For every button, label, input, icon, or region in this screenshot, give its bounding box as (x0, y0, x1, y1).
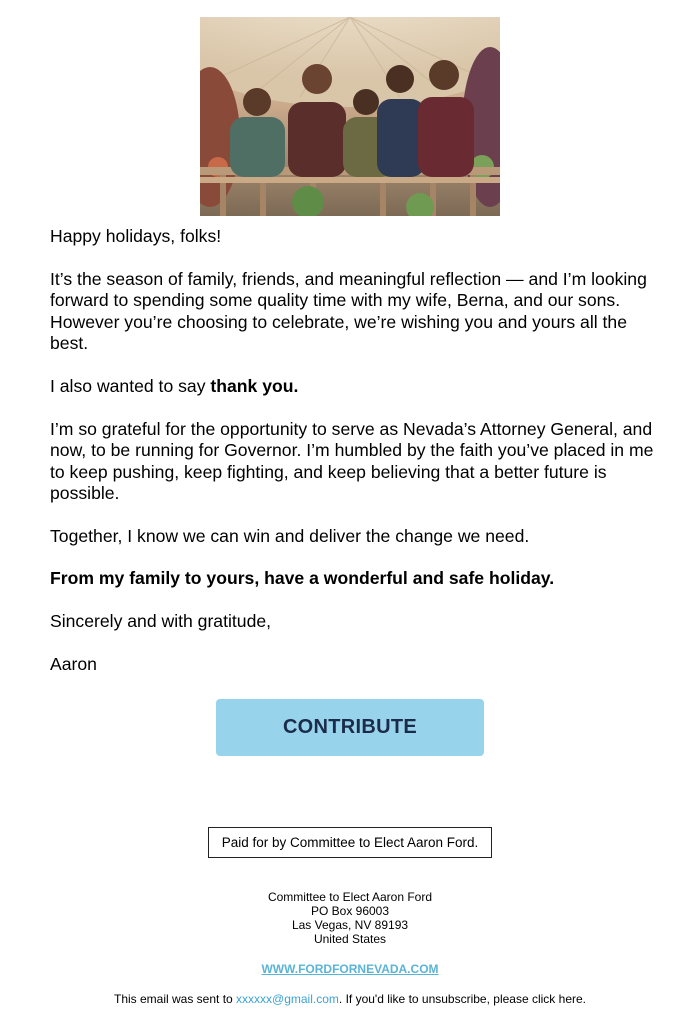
thank-you-prefix: I also wanted to say (50, 375, 211, 396)
letter-body (50, 226, 654, 697)
address-line-3: Las Vegas, NV 89193 (291, 918, 409, 932)
address-line-1: Committee to Elect Aaron Ford (267, 890, 433, 904)
website-link-container (0, 962, 700, 976)
paragraph-together: Together, I know we can win and deliver the change we need. (50, 525, 530, 546)
greeting: Happy holidays, folks! (50, 226, 222, 246)
footer-prefix: This email was sent to (113, 992, 237, 1006)
thank-you-bold: thank you. (210, 375, 299, 396)
footer-suffix[interactable]: . If you'd like to unsubscribe, please click here. (338, 992, 586, 1006)
hero-photo (200, 17, 500, 216)
paragraph-grateful: I’m so grateful for the opportunity to serve as Nevada’s Attorney General, and now, to be running for Governor. I’m humbled by the faith you’ve placed in me to keep pushing, keep fighting, and keep believing that a better future is possible. (50, 418, 654, 504)
address-line-2: PO Box 96003 (310, 904, 390, 918)
email-footer (0, 992, 700, 1006)
paragraph-family-wish (50, 568, 654, 590)
mailing-address (0, 890, 700, 946)
recipient-email[interactable]: xxxxxx@gmail.com (236, 992, 339, 1006)
contribute-button[interactable]: CONTRIBUTE (216, 699, 484, 756)
website-link[interactable]: WWW.FORDFORNEVADA.COM (261, 962, 439, 976)
signature: Aaron (50, 653, 97, 674)
closing: Sincerely and with gratitude, (50, 611, 272, 632)
family-wish-bold: From my family to yours, have a wonderful and safe holiday. (50, 568, 555, 589)
paid-for-disclaimer: Paid for by Committee to Elect Aaron Ford. (208, 827, 492, 858)
family-photo-illustration (200, 17, 500, 216)
paragraph-thank-you (50, 376, 654, 398)
paragraph-season: It’s the season of family, friends, and meaningful reflection — and I’m looking forward to spending some quality time with my wife, Berna, and our sons. However you’re choosing to celebrate, we’re wishing you and yours all the best. (50, 268, 647, 354)
address-line-4: United States (313, 932, 387, 946)
